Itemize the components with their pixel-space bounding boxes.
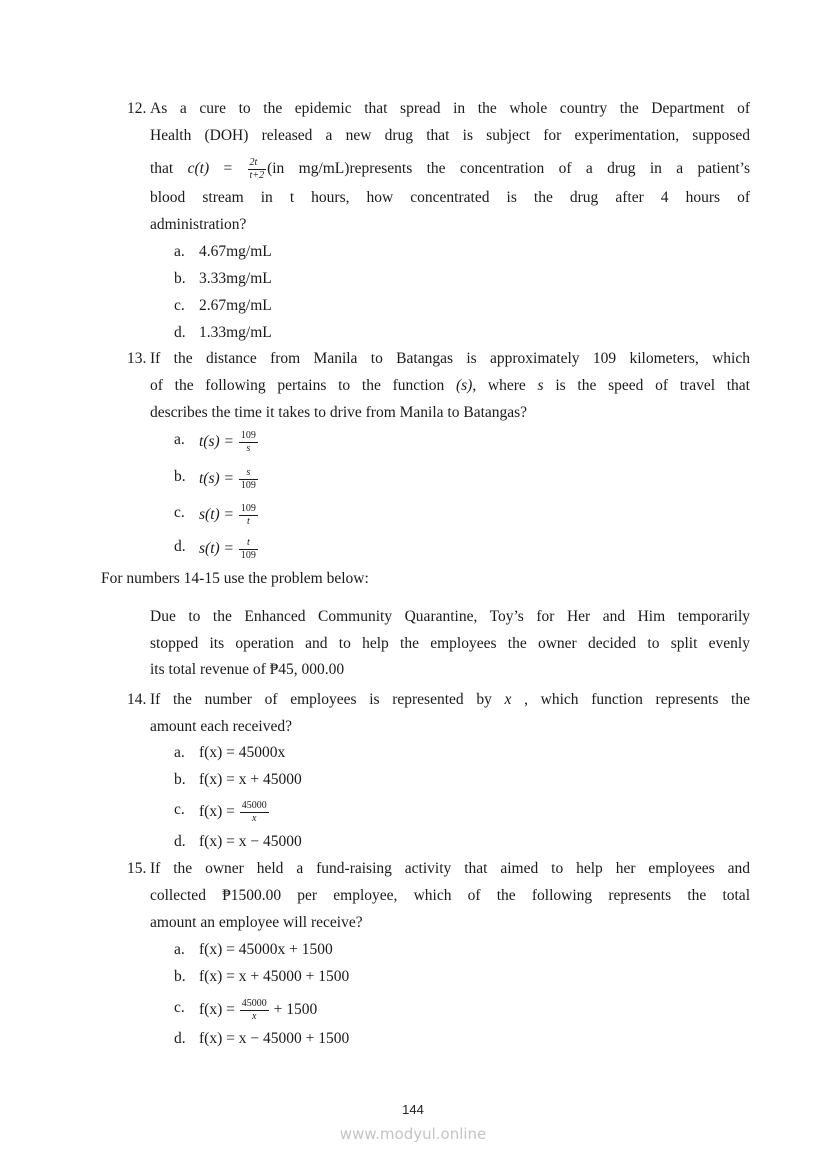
option-expression: f(x) = x + 45000	[199, 771, 302, 788]
function: s(t) =	[199, 540, 238, 558]
variable: x	[504, 691, 512, 708]
function: c(t)	[187, 160, 210, 178]
question-13-number: 13.	[127, 350, 147, 367]
option-text: 2.67mg/mL	[199, 297, 272, 314]
denominator: t	[246, 516, 250, 527]
option-text: 3.33mg/mL	[199, 270, 272, 287]
text: of the following pertains to the function	[150, 377, 456, 394]
numerator: 45000	[241, 800, 267, 811]
function: t(s) =	[199, 433, 238, 451]
option-expression: f(x) = x − 45000 + 1500	[199, 1030, 350, 1047]
fraction	[239, 430, 258, 455]
option-letter: d.	[174, 1030, 186, 1047]
instructions: For numbers 14-15 use the problem below:	[101, 570, 369, 587]
watermark: www.modyul.online	[339, 1125, 487, 1143]
question-13-line	[150, 376, 750, 396]
question-12-line: administration?	[150, 216, 247, 233]
function: f(x) =	[199, 803, 239, 821]
question-15-line: collected ₱1500.00 per employee, which of the following represents the total	[150, 887, 750, 904]
denominator: 109	[240, 480, 256, 491]
problem-line: stopped its operation and to help the employees the owner decided to split evenly	[150, 635, 750, 652]
option-expression: f(x) = x + 45000 + 1500	[199, 968, 350, 985]
option-letter: d.	[174, 324, 186, 341]
text: , where	[472, 377, 538, 394]
denominator: t+2	[249, 170, 265, 181]
option-letter: a.	[174, 243, 185, 260]
numerator: t	[239, 537, 258, 550]
question-12-number: 12.	[127, 100, 147, 117]
text: + 1500	[269, 1001, 318, 1019]
question-12-line: As a cure to the epidemic that spread in the whole country the Department of	[150, 100, 750, 117]
text: that	[150, 160, 188, 178]
option-letter: b.	[174, 270, 186, 287]
option-expression	[199, 503, 259, 527]
option-letter: b.	[174, 771, 186, 788]
fraction	[239, 503, 258, 528]
fraction	[248, 157, 267, 182]
function: t(s) =	[199, 470, 238, 488]
option-letter: d.	[174, 833, 186, 850]
question-15-number: 15.	[127, 860, 147, 877]
denominator: s	[246, 443, 251, 454]
text: is the speed of travel that	[543, 377, 750, 394]
option-expression	[199, 537, 259, 561]
option-letter: c.	[174, 999, 185, 1016]
function: (s)	[455, 377, 473, 394]
fraction	[240, 800, 269, 825]
fraction	[239, 537, 258, 562]
option-letter: c.	[174, 801, 185, 818]
option-text: 4.67mg/mL	[199, 243, 272, 260]
option-letter: a.	[174, 941, 185, 958]
denominator: 109	[240, 550, 256, 561]
option-letter: a.	[174, 431, 185, 448]
option-expression	[199, 998, 318, 1022]
problem-line: its total revenue of ₱45, 000.00	[150, 661, 345, 678]
option-expression: f(x) = 45000x	[199, 744, 286, 761]
text: (in mg/mL)represents the concentration of a drug in a patient’s	[267, 160, 750, 178]
text: If the number of employees is represented by	[150, 691, 505, 708]
page-number: 144	[402, 1102, 424, 1117]
numerator: s	[239, 467, 258, 480]
question-12-line: Health (DOH) released a new drug that is subject for experimentation, supposed	[150, 127, 750, 144]
question-14-line: amount each received?	[150, 718, 292, 735]
question-14-number: 14.	[127, 691, 147, 708]
question-15-line: amount an employee will receive?	[150, 914, 363, 931]
option-expression	[199, 800, 270, 824]
question-12-line	[150, 157, 750, 181]
option-letter: b.	[174, 468, 186, 485]
question-14-line	[150, 690, 750, 710]
text: , which function represents the	[511, 691, 750, 708]
question-15-line: If the owner held a fund-raising activity that aimed to help her employees and	[150, 860, 750, 877]
denominator: x	[252, 813, 257, 824]
fraction	[240, 998, 269, 1023]
option-letter: a.	[174, 744, 185, 761]
option-expression	[199, 467, 259, 491]
option-letter: b.	[174, 968, 186, 985]
option-letter: d.	[174, 538, 186, 555]
question-13-line: If the distance from Manila to Batangas is approximately 109 kilometers, which	[150, 350, 750, 367]
numerator: 2t	[248, 157, 267, 170]
text: =	[209, 160, 247, 178]
function: s(t) =	[199, 506, 238, 524]
fraction	[239, 467, 258, 492]
variable: s	[537, 377, 544, 394]
option-expression: f(x) = x − 45000	[199, 833, 302, 850]
question-13-line: describes the time it takes to drive from Manila to Batangas?	[150, 404, 528, 421]
option-letter: c.	[174, 297, 185, 314]
numerator: 45000	[241, 998, 267, 1009]
denominator: x	[252, 1011, 257, 1022]
option-expression: f(x) = 45000x + 1500	[199, 941, 333, 958]
question-12-line: blood stream in t hours, how concentrated is the drug after 4 hours of	[150, 189, 750, 206]
option-text: 1.33mg/mL	[199, 324, 272, 341]
problem-line: Due to the Enhanced Community Quarantine, Toy’s for Her and Him temporarily	[150, 608, 750, 625]
option-letter: c.	[174, 504, 185, 521]
numerator: 109	[240, 503, 256, 514]
numerator: 109	[240, 430, 256, 441]
option-expression	[199, 430, 259, 454]
function: f(x) =	[199, 1001, 239, 1019]
